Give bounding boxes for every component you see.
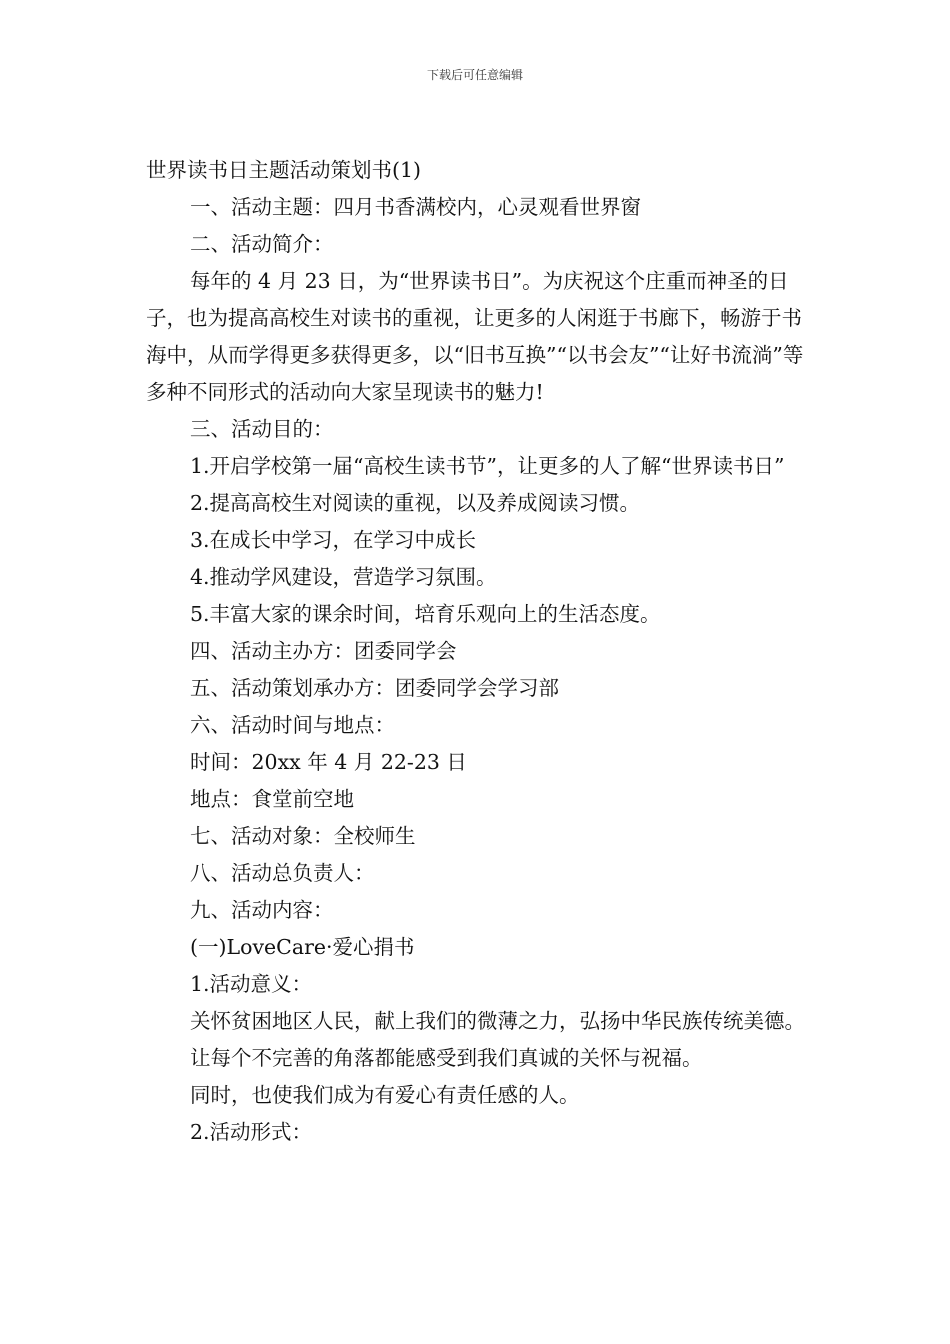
paragraph-purpose-3: 3.在成长中学习，在学习中成长 — [190, 528, 477, 552]
page-header-note: 下载后可任意编辑 — [426, 68, 523, 82]
paragraph-significance-3: 同时，也使我们成为有爱心有责任感的人。 — [190, 1083, 580, 1107]
paragraph-time-place-heading: 六、活动时间与地点： — [190, 713, 395, 737]
paragraph-form-heading: 2.活动形式： — [190, 1120, 313, 1144]
paragraph-purpose-1: 1.开启学校第一届“高校生读书节”，让更多的人了解“世界读书日” — [190, 454, 785, 478]
paragraph-undertaker: 五、活动策划承办方：团委同学会学习部 — [190, 676, 559, 700]
paragraph-organizer: 四、活动主办方：团委同学会 — [190, 639, 457, 663]
paragraph-lead: 八、活动总负责人： — [190, 861, 375, 885]
document-body — [146, 152, 810, 1151]
paragraph-lovecare: (一)LoveCare·爱心捐书 — [190, 935, 415, 959]
paragraph-content-heading: 九、活动内容： — [190, 898, 334, 922]
paragraph-purpose-4: 4.推动学风建设，营造学习氛围。 — [190, 565, 497, 589]
paragraph-purpose-2: 2.提高高校生对阅读的重视，以及养成阅读习惯。 — [190, 491, 641, 515]
paragraph-theme: 一、活动主题：四月书香满校内，心灵观看世界窗 — [190, 195, 641, 219]
paragraph-significance-1: 关怀贫困地区人民，献上我们的微薄之力，弘扬中华民族传统美德。 — [190, 1009, 805, 1033]
paragraph-significance-2: 让每个不完善的角落都能感受到我们真诚的关怀与祝福。 — [190, 1046, 703, 1070]
paragraph-audience: 七、活动对象：全校师生 — [190, 824, 416, 848]
document-title: 世界读书日主题活动策划书(1) — [146, 158, 422, 182]
paragraph-place: 地点：食堂前空地 — [190, 787, 354, 811]
paragraph-purpose-heading: 三、活动目的： — [190, 417, 334, 441]
paragraph-significance-heading: 1.活动意义： — [190, 972, 313, 996]
paragraph-intro-body: 每年的 4 月 23 日，为“世界读书日”。为庆祝这个庄重而神圣的日子，也为提高高校生对读书的重视，让更多的人闲逛于书廊下，畅游于书海中，从而学得更多获得更多，以“旧书互换”“以书会友”“让好书流淌”等多种不同形式的活动向大家呈现读书的魅力! — [146, 269, 804, 404]
paragraph-purpose-5: 5.丰富大家的课余时间，培育乐观向上的生活态度。 — [190, 602, 661, 626]
paragraph-intro-heading: 二、活动简介： — [190, 232, 334, 256]
paragraph-time: 时间：20xx 年 4 月 22-23 日 — [190, 750, 467, 774]
